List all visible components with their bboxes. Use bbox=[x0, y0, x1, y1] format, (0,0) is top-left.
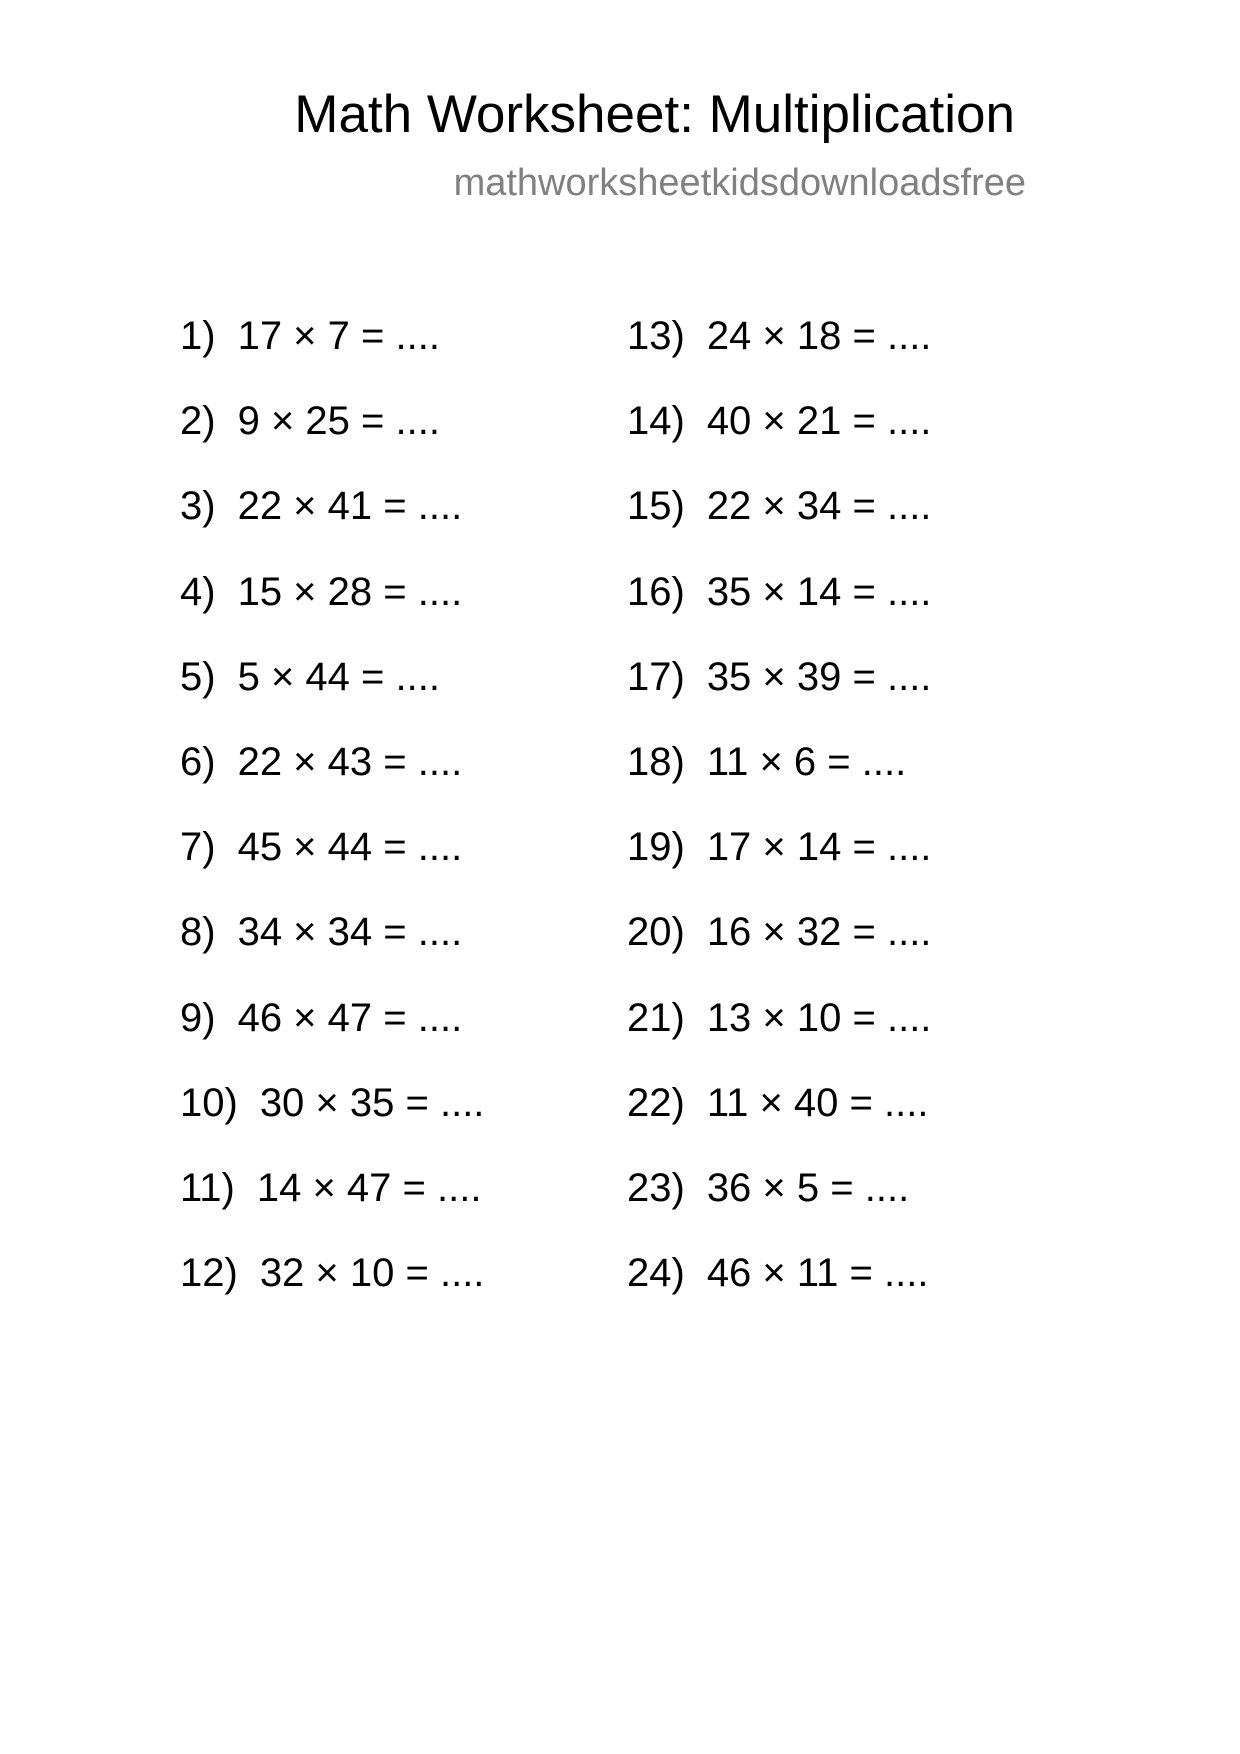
problem-item bbox=[180, 993, 484, 1078]
problem-number: 24) bbox=[627, 1251, 685, 1296]
problem-expression: 34 × 34 = .... bbox=[237, 910, 463, 955]
problem-expression: 17 × 7 = .... bbox=[237, 314, 440, 358]
problem-expression: 36 × 5 = .... bbox=[706, 1165, 910, 1210]
problem-expression: 5 × 44 = .... bbox=[237, 654, 440, 699]
page-title: Math Worksheet: Multiplication bbox=[294, 85, 1015, 144]
problem-expression: 32 × 10 = .... bbox=[259, 1251, 485, 1296]
problem-expression: 13 × 10 = .... bbox=[706, 995, 932, 1040]
problem-number: 22) bbox=[627, 1080, 685, 1125]
problem-number: 18) bbox=[627, 739, 685, 784]
problem-expression: 35 × 14 = .... bbox=[706, 569, 932, 614]
problem-item bbox=[627, 567, 931, 652]
problem-expression: 22 × 34 = .... bbox=[706, 484, 932, 529]
problem-item bbox=[627, 311, 931, 396]
problem-item bbox=[180, 907, 484, 992]
problem-expression: 35 × 39 = .... bbox=[706, 654, 932, 699]
problem-expression: 22 × 43 = .... bbox=[237, 739, 463, 784]
problem-number: 1) bbox=[180, 314, 216, 358]
problem-item bbox=[627, 822, 931, 907]
problem-item bbox=[627, 1248, 931, 1333]
problem-expression: 14 × 47 = .... bbox=[256, 1165, 482, 1210]
problem-item bbox=[627, 396, 931, 481]
problem-number: 8) bbox=[180, 910, 216, 955]
problem-item bbox=[180, 1248, 484, 1333]
problem-item bbox=[180, 567, 484, 652]
problem-number: 16) bbox=[627, 569, 685, 614]
problem-item bbox=[627, 1163, 931, 1248]
problem-number: 5) bbox=[180, 654, 216, 699]
problem-item bbox=[180, 481, 484, 566]
problem-expression: 24 × 18 = .... bbox=[706, 314, 932, 358]
problem-item bbox=[180, 652, 484, 737]
problem-expression: 9 × 25 = .... bbox=[237, 399, 440, 444]
problem-number: 13) bbox=[627, 314, 685, 358]
problem-item bbox=[627, 737, 931, 822]
problem-item bbox=[180, 737, 484, 822]
problem-number: 10) bbox=[180, 1080, 238, 1125]
problem-expression: 46 × 11 = .... bbox=[706, 1251, 929, 1296]
problem-item bbox=[180, 311, 484, 396]
problem-item bbox=[180, 822, 484, 907]
problem-number: 4) bbox=[180, 569, 216, 614]
problem-number: 17) bbox=[627, 654, 685, 699]
problem-expression: 30 × 35 = .... bbox=[259, 1080, 485, 1125]
problem-number: 11) bbox=[180, 1165, 235, 1210]
page-subtitle: mathworksheetkidsdownloadsfree bbox=[453, 162, 1026, 204]
problem-number: 7) bbox=[180, 825, 216, 870]
problem-number: 23) bbox=[627, 1165, 685, 1210]
problem-item bbox=[627, 907, 931, 992]
problem-item bbox=[627, 1078, 931, 1163]
problem-number: 15) bbox=[627, 484, 685, 529]
problem-number: 2) bbox=[180, 399, 216, 444]
problem-item bbox=[180, 1078, 484, 1163]
problems-column-left bbox=[180, 311, 484, 1333]
problem-expression: 11 × 40 = .... bbox=[706, 1080, 929, 1125]
problem-item bbox=[627, 993, 931, 1078]
problem-number: 12) bbox=[180, 1251, 238, 1296]
problem-expression: 16 × 32 = .... bbox=[706, 910, 932, 955]
problem-number: 21) bbox=[627, 995, 685, 1040]
problem-number: 3) bbox=[180, 484, 216, 529]
problem-item bbox=[180, 1163, 484, 1248]
problem-number: 20) bbox=[627, 910, 685, 955]
problem-expression: 15 × 28 = .... bbox=[237, 569, 463, 614]
problem-number: 6) bbox=[180, 739, 216, 784]
problem-expression: 11 × 6 = .... bbox=[706, 739, 907, 784]
problem-number: 19) bbox=[627, 825, 685, 870]
problem-item bbox=[180, 396, 484, 481]
problem-number: 14) bbox=[627, 399, 685, 444]
problem-number: 9) bbox=[180, 995, 216, 1040]
problem-expression: 22 × 41 = .... bbox=[237, 484, 463, 529]
problem-expression: 40 × 21 = .... bbox=[706, 399, 932, 444]
problem-expression: 46 × 47 = .... bbox=[237, 995, 463, 1040]
problem-expression: 45 × 44 = .... bbox=[237, 825, 463, 870]
problem-expression: 17 × 14 = .... bbox=[706, 825, 932, 870]
problem-item bbox=[627, 481, 931, 566]
problems-column-right bbox=[627, 311, 931, 1333]
problem-item bbox=[627, 652, 931, 737]
